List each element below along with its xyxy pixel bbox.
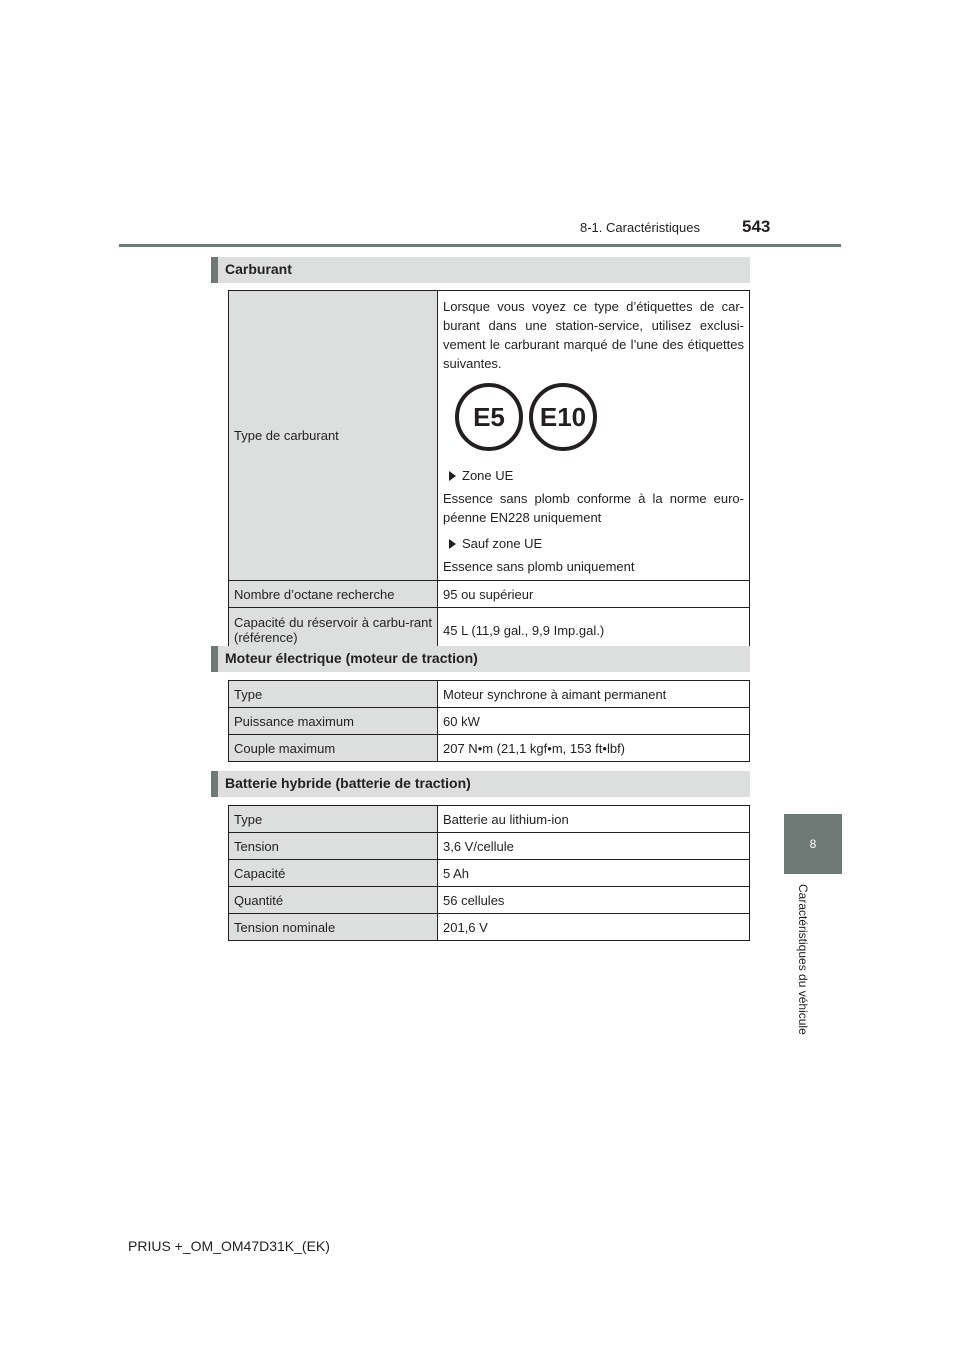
e10-label: E10	[529, 383, 597, 451]
row-label: Nombre d’octane recherche	[229, 581, 438, 608]
table-row	[229, 914, 750, 941]
non-eu-zone-text: Essence sans plomb uniquement	[443, 559, 635, 574]
triangle-bullet-icon	[449, 539, 456, 549]
non-eu-zone-heading: Sauf zone UE	[462, 536, 543, 551]
fuel-type-value	[438, 291, 750, 581]
table-row	[229, 735, 750, 762]
row-label: Tension nominale	[229, 914, 438, 941]
header-divider	[119, 244, 841, 247]
page-number: 543	[742, 217, 771, 236]
row-value: Moteur synchrone à aimant permanent	[438, 681, 750, 708]
chapter-label: Caractéristiques du véhicule	[796, 884, 810, 1035]
section-marker	[211, 646, 218, 672]
eu-zone-text: Essence sans plomb conforme à la norme euro-péenne EN228 uniquement	[443, 491, 744, 525]
row-label: Type	[229, 806, 438, 833]
table-row	[229, 708, 750, 735]
section-title: 8-1. Caractéristiques	[580, 220, 700, 235]
fuel-description: Lorsque vous voyez ce type d’étiquettes de car-burant dans une station-service, utilisez exclusi-vement le carburant marqué de l’une des étiquettes suivantes.	[443, 299, 744, 371]
fuel-type-label: Type de carburant	[229, 291, 438, 581]
row-value: 45 L (11,9 gal., 9,9 Imp.gal.)	[438, 608, 750, 653]
row-label: Type	[229, 681, 438, 708]
row-label: Quantité	[229, 887, 438, 914]
row-value: 3,6 V/cellule	[438, 833, 750, 860]
table-row	[229, 833, 750, 860]
document-code: PRIUS +_OM_OM47D31K_(EK)	[128, 1238, 330, 1254]
chapter-tab: 8	[784, 814, 842, 874]
triangle-bullet-icon	[449, 471, 456, 481]
table-row	[229, 581, 750, 608]
section-header-moteur	[211, 646, 750, 672]
section-header-carburant	[211, 257, 750, 283]
motor-table	[228, 680, 750, 762]
row-label: Couple maximum	[229, 735, 438, 762]
eu-zone-item	[449, 467, 744, 485]
battery-table	[228, 805, 750, 941]
row-label: Capacité	[229, 860, 438, 887]
non-eu-zone-item	[449, 535, 744, 553]
row-value: 60 kW	[438, 708, 750, 735]
row-value: 95 ou supérieur	[438, 581, 750, 608]
table-row	[229, 806, 750, 833]
section-heading: Carburant	[225, 261, 292, 277]
row-value: 201,6 V	[438, 914, 750, 941]
table-row	[229, 681, 750, 708]
row-value: 5 Ah	[438, 860, 750, 887]
row-value: 56 cellules	[438, 887, 750, 914]
row-label: Puissance maximum	[229, 708, 438, 735]
fuel-labels	[455, 383, 744, 451]
table-row	[229, 887, 750, 914]
row-label: Capacité du réservoir à carbu-rant (référence)	[229, 608, 438, 653]
table-row	[229, 860, 750, 887]
section-heading: Batterie hybride (batterie de traction)	[225, 775, 471, 791]
section-heading: Moteur électrique (moteur de traction)	[225, 650, 478, 666]
row-label: Tension	[229, 833, 438, 860]
row-value: 207 N•m (21,1 kgf•m, 153 ft•lbf)	[438, 735, 750, 762]
fuel-table	[228, 290, 750, 653]
e5-label: E5	[455, 383, 523, 451]
row-value: Batterie au lithium-ion	[438, 806, 750, 833]
section-marker	[211, 771, 218, 797]
eu-zone-heading: Zone UE	[462, 468, 514, 483]
section-header-batterie	[211, 771, 750, 797]
section-marker	[211, 257, 218, 283]
